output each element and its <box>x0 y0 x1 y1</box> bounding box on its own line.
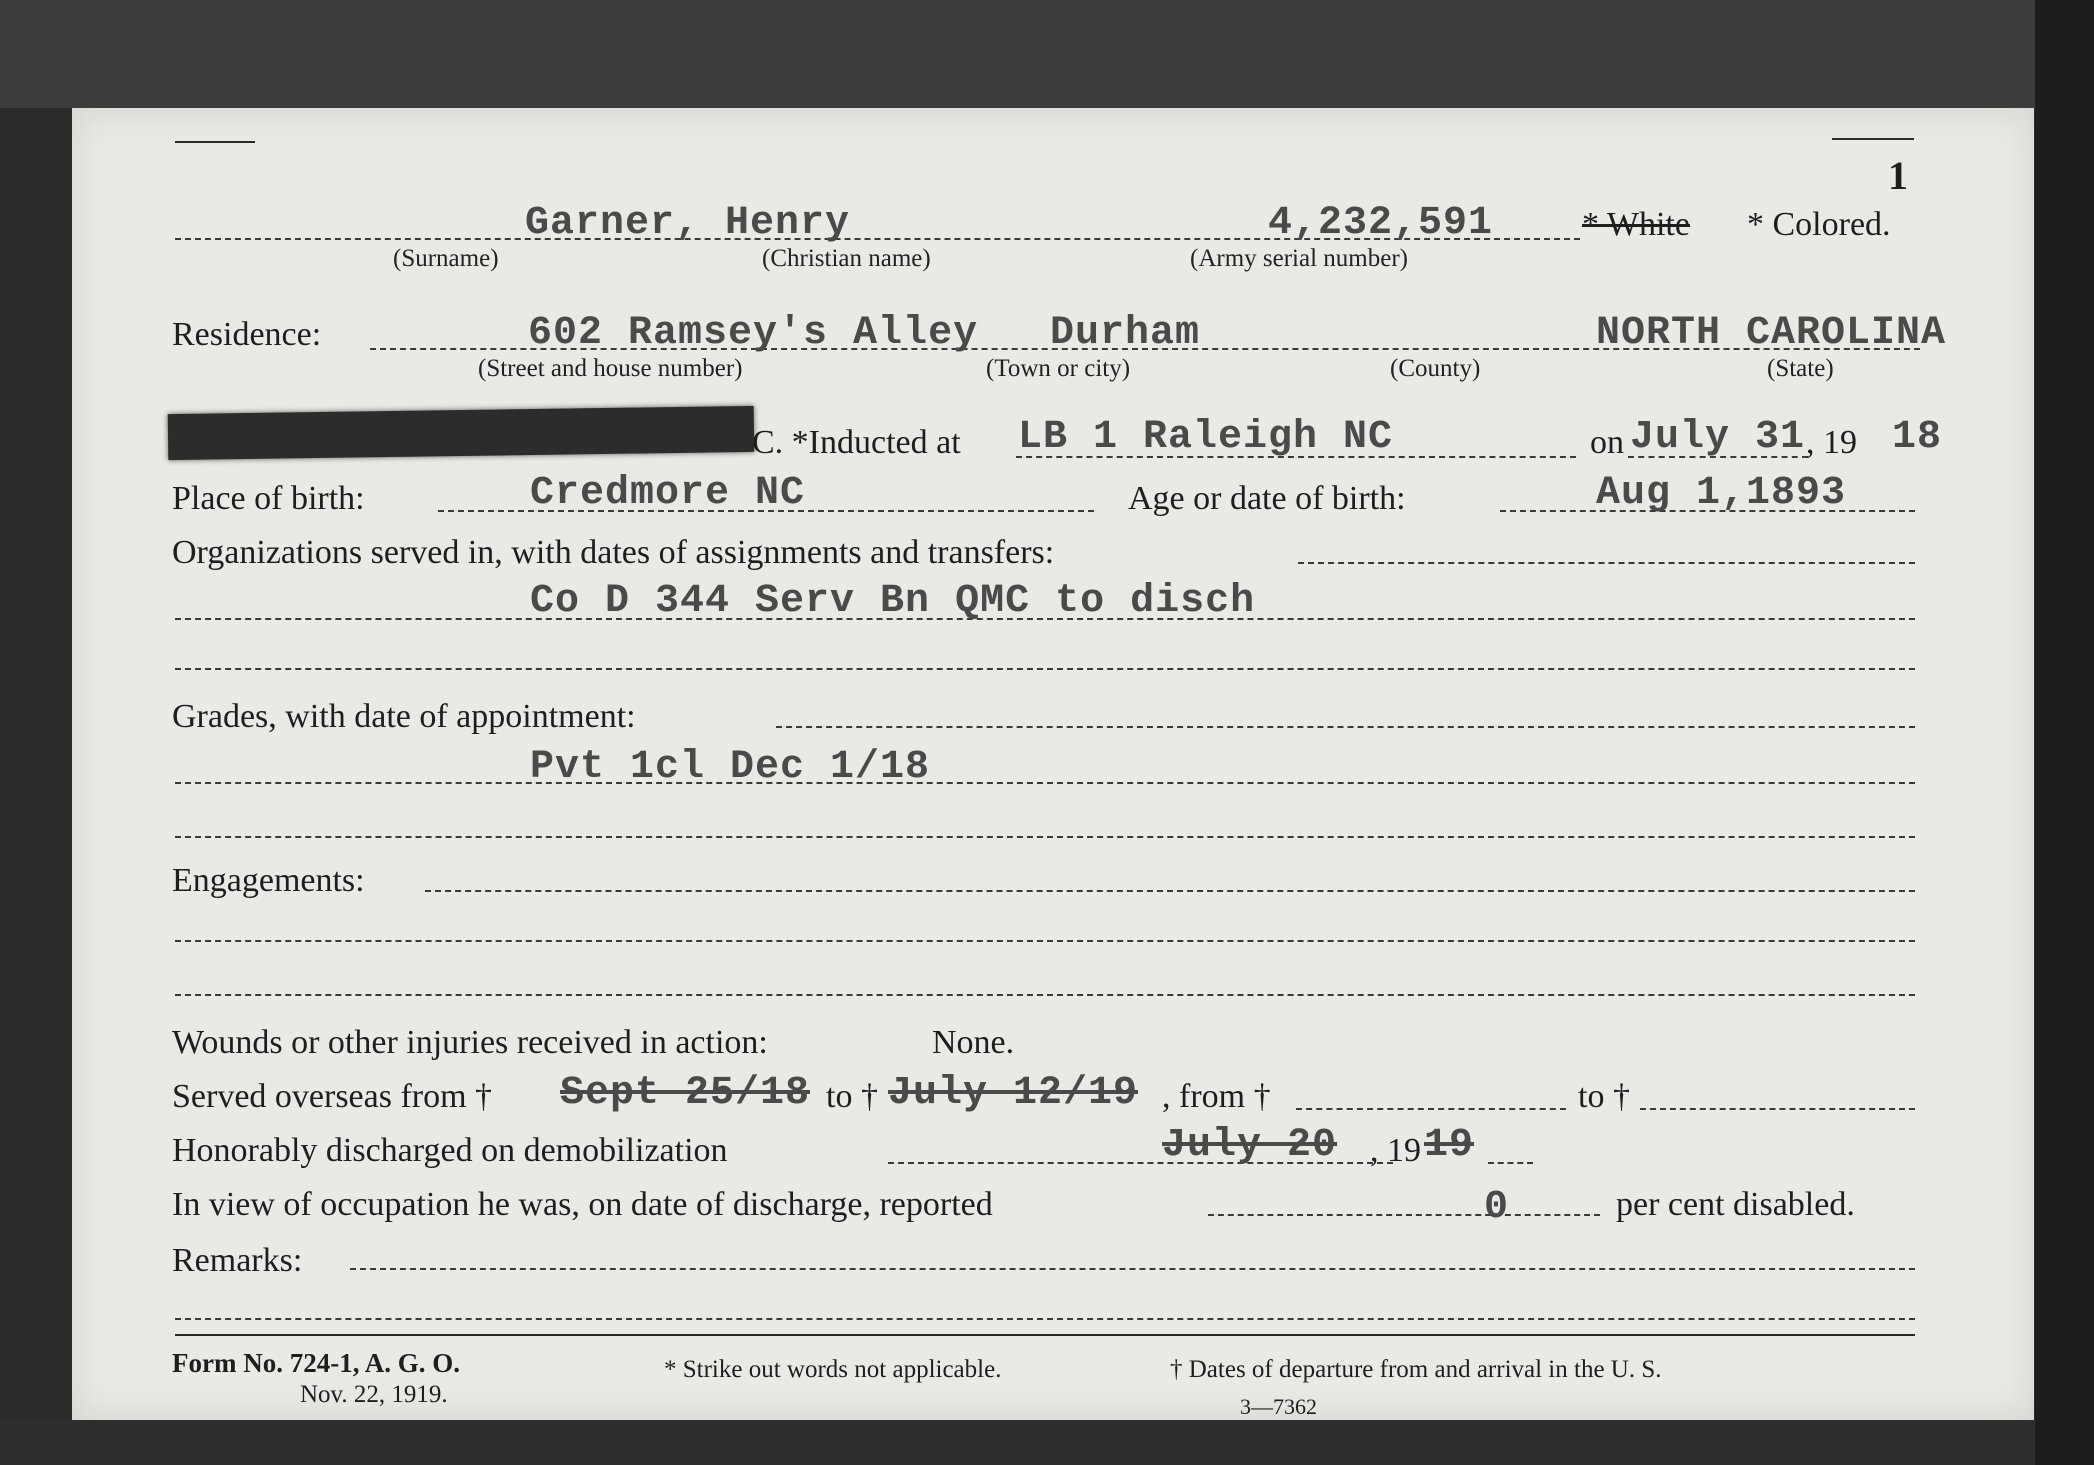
wounds-value: None. <box>932 1024 1015 1061</box>
overseas-to2-line <box>1640 1108 1915 1110</box>
caption-street: (Street and house number) <box>478 355 743 382</box>
discharge-date: July 20 <box>1162 1123 1338 1168</box>
grades-label: Grades, with date of appointment: <box>172 698 636 735</box>
army-serial-number: 4,232,591 <box>1268 201 1494 246</box>
disability-line <box>1208 1214 1600 1216</box>
inducted-date: July 31 <box>1630 415 1806 460</box>
soldier-name: Garner, Henry <box>525 201 851 246</box>
caption-county: (County) <box>1390 355 1481 382</box>
remarks-label: Remarks: <box>172 1242 303 1279</box>
residence-city: Durham <box>1050 311 1201 356</box>
print-code: 3—7362 <box>1240 1394 1317 1419</box>
occupation-label: In view of occupation he was, on date of discharge, reported <box>172 1186 993 1223</box>
remarks-line-1 <box>350 1268 1915 1270</box>
organizations-line-1 <box>1298 562 1915 564</box>
corner-rule-left <box>175 141 255 143</box>
caption-town: (Town or city) <box>986 355 1131 382</box>
overseas-to-label: to † <box>826 1078 878 1115</box>
footnote-strike: * Strike out words not applicable. <box>664 1356 1002 1383</box>
organizations-line-3 <box>175 668 1915 670</box>
birth-place-label: Place of birth: <box>172 480 365 517</box>
discharge-label: Honorably discharged on demobilization <box>172 1132 728 1169</box>
overseas-label: Served overseas from † <box>172 1078 493 1115</box>
grades-value: Pvt 1cl Dec 1/18 <box>530 745 931 790</box>
race-white-struck: * White <box>1582 206 1690 243</box>
organizations-value: Co D 344 Serv Bn QMC to disch <box>530 579 1256 624</box>
engagements-line-1 <box>425 890 1915 892</box>
footnote-dates: † Dates of departure from and arrival in the U. S. <box>1170 1356 1662 1383</box>
caption-surname: (Surname) <box>393 245 499 272</box>
overseas-to-date: July 12/19 <box>888 1071 1139 1116</box>
disabled-label: per cent disabled. <box>1616 1186 1855 1223</box>
scan-background-edge <box>2035 0 2094 1465</box>
birth-place: Credmore NC <box>530 471 806 516</box>
form-number: Form No. 724-1, A. G. O. <box>172 1348 460 1378</box>
year-prefix: , 19 <box>1806 424 1857 461</box>
race-colored: * Colored. <box>1747 206 1891 243</box>
engagements-label: Engagements: <box>172 862 365 899</box>
page-number: 1 <box>1888 153 1908 198</box>
corner-rule-right <box>1832 138 1914 140</box>
residence-state: NORTH CAROLINA <box>1596 311 1947 356</box>
caption-christian-name: (Christian name) <box>762 245 931 272</box>
inducted-at: LB 1 Raleigh NC <box>1018 415 1394 460</box>
birth-date: Aug 1,1893 <box>1596 471 1847 516</box>
disability-percent: 0 <box>1484 1185 1510 1230</box>
form-date: Nov. 22, 1919. <box>300 1381 448 1408</box>
service-record-card <box>72 108 2034 1420</box>
grades-line-1 <box>776 726 1915 728</box>
footer-rule <box>175 1334 1915 1336</box>
residence-street: 602 Ramsey's Alley <box>528 311 979 356</box>
overseas-from2-line <box>1296 1108 1566 1110</box>
caption-state: (State) <box>1767 355 1834 382</box>
overseas-to2-label: to † <box>1578 1078 1630 1115</box>
engagements-line-2 <box>175 940 1915 942</box>
on-label: on <box>1590 424 1624 461</box>
caption-serial: (Army serial number) <box>1190 245 1408 272</box>
enlisted-tail-label: C. *Inducted at <box>752 424 961 461</box>
overseas-from2-label: , from † <box>1162 1078 1271 1115</box>
inducted-year: 18 <box>1892 415 1943 460</box>
overseas-from-date: Sept 25/18 <box>560 1071 811 1116</box>
birth-date-label: Age or date of birth: <box>1128 480 1406 517</box>
scan-background-bottom <box>0 1420 2094 1465</box>
discharge-year-prefix: , 19 <box>1370 1132 1421 1169</box>
scan-background-top <box>0 0 2094 108</box>
discharge-year: 19 <box>1424 1123 1475 1168</box>
organizations-label: Organizations served in, with dates of assignments and transfers: <box>172 534 1055 571</box>
grades-line-3 <box>175 836 1915 838</box>
redaction-bar <box>168 406 755 460</box>
wounds-label: Wounds or other injuries received in action: <box>172 1024 768 1061</box>
remarks-line-2 <box>175 1318 1915 1320</box>
engagements-line-3 <box>175 994 1915 996</box>
discharge-year-line <box>1488 1162 1533 1164</box>
residence-label: Residence: <box>172 316 322 353</box>
grades-line-2 <box>175 782 1915 784</box>
